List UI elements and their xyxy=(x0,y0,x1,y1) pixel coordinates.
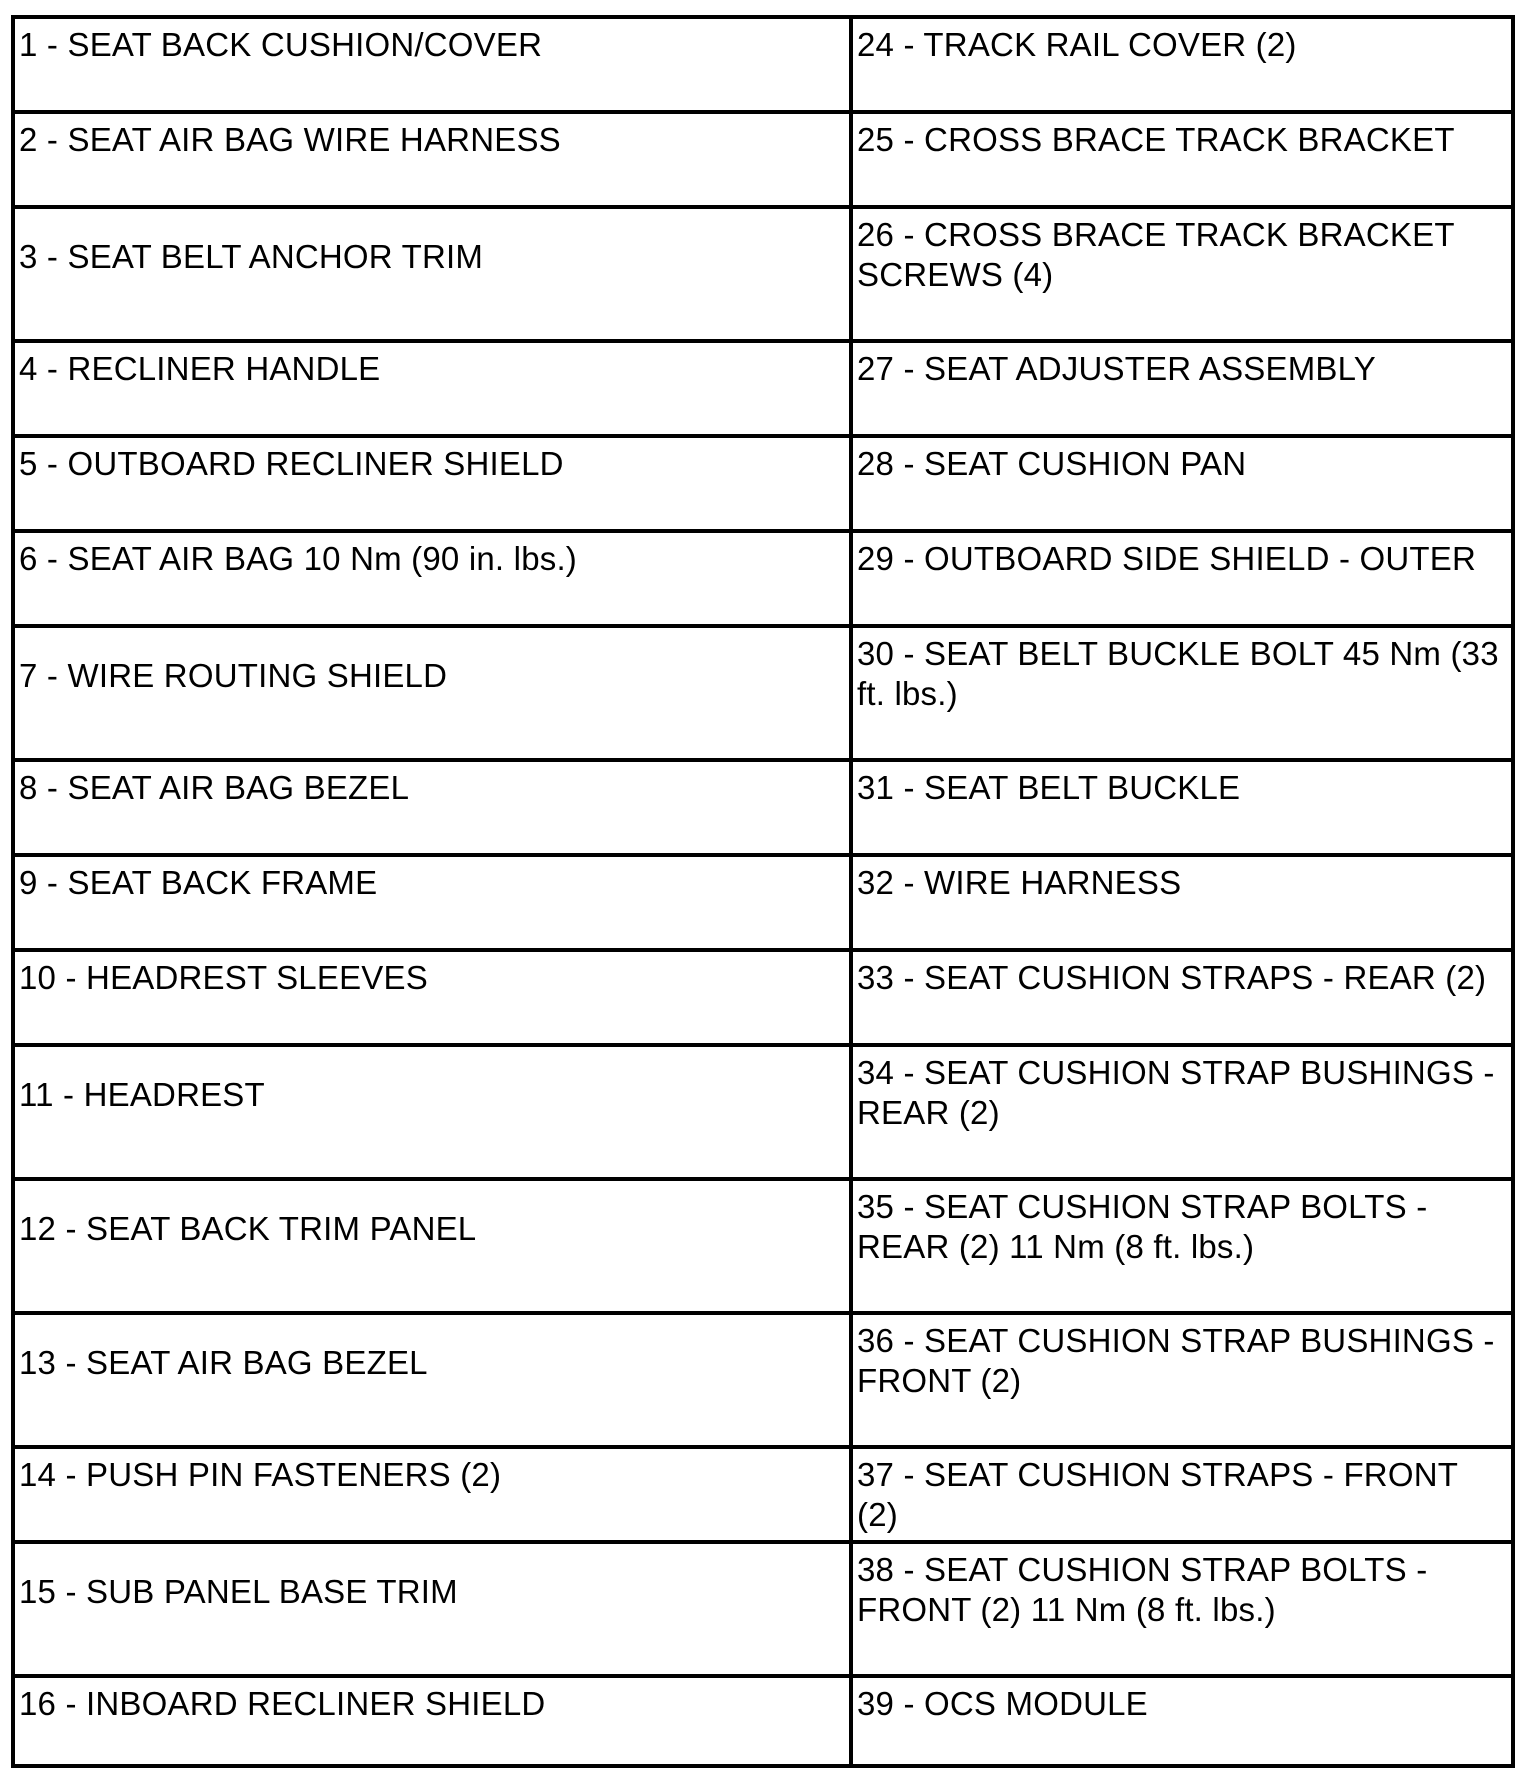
part-label-right: 32 - WIRE HARNESS xyxy=(851,855,1513,950)
part-label-right: 27 - SEAT ADJUSTER ASSEMBLY xyxy=(851,341,1513,436)
table-row xyxy=(13,760,1513,855)
part-label-left: 3 - SEAT BELT ANCHOR TRIM xyxy=(13,207,851,341)
part-label-left: 16 - INBOARD RECLINER SHIELD xyxy=(13,1676,851,1766)
table-row xyxy=(13,626,1513,760)
table-row xyxy=(13,1676,1513,1766)
table-row xyxy=(13,1045,1513,1179)
table-row xyxy=(13,531,1513,626)
part-label-left: 10 - HEADREST SLEEVES xyxy=(13,950,851,1045)
part-label-left: 6 - SEAT AIR BAG 10 Nm (90 in. lbs.) xyxy=(13,531,851,626)
part-label-right: 29 - OUTBOARD SIDE SHIELD - OUTER xyxy=(851,531,1513,626)
part-label-left: 11 - HEADREST xyxy=(13,1045,851,1179)
table-row xyxy=(13,112,1513,207)
part-label-right: 34 - SEAT CUSHION STRAP BUSHINGS - REAR (2) xyxy=(851,1045,1513,1179)
part-label-right: 26 - CROSS BRACE TRACK BRACKET SCREWS (4) xyxy=(851,207,1513,341)
part-label-left: 7 - WIRE ROUTING SHIELD xyxy=(13,626,851,760)
table-row xyxy=(13,436,1513,531)
parts-legend-table xyxy=(11,15,1515,1768)
table-row xyxy=(13,17,1513,112)
part-label-right: 39 - OCS MODULE xyxy=(851,1676,1513,1766)
part-label-right: 31 - SEAT BELT BUCKLE xyxy=(851,760,1513,855)
part-label-left: 13 - SEAT AIR BAG BEZEL xyxy=(13,1313,851,1447)
part-label-right: 28 - SEAT CUSHION PAN xyxy=(851,436,1513,531)
table-row xyxy=(13,1179,1513,1313)
part-label-right: 33 - SEAT CUSHION STRAPS - REAR (2) xyxy=(851,950,1513,1045)
part-label-right: 24 - TRACK RAIL COVER (2) xyxy=(851,17,1513,112)
part-label-right: 35 - SEAT CUSHION STRAP BOLTS - REAR (2) 11 Nm (8 ft. lbs.) xyxy=(851,1179,1513,1313)
table-row xyxy=(13,855,1513,950)
part-label-left: 1 - SEAT BACK CUSHION/COVER xyxy=(13,17,851,112)
table-row xyxy=(13,341,1513,436)
table-row xyxy=(13,1447,1513,1542)
part-label-left: 5 - OUTBOARD RECLINER SHIELD xyxy=(13,436,851,531)
table-row xyxy=(13,207,1513,341)
part-label-right: 36 - SEAT CUSHION STRAP BUSHINGS - FRONT (2) xyxy=(851,1313,1513,1447)
part-label-left: 12 - SEAT BACK TRIM PANEL xyxy=(13,1179,851,1313)
part-label-left: 8 - SEAT AIR BAG BEZEL xyxy=(13,760,851,855)
table-row xyxy=(13,950,1513,1045)
part-label-right: 38 - SEAT CUSHION STRAP BOLTS - FRONT (2) 11 Nm (8 ft. lbs.) xyxy=(851,1542,1513,1676)
part-label-left: 9 - SEAT BACK FRAME xyxy=(13,855,851,950)
part-label-right: 30 - SEAT BELT BUCKLE BOLT 45 Nm (33 ft. lbs.) xyxy=(851,626,1513,760)
table-row xyxy=(13,1313,1513,1447)
part-label-left: 15 - SUB PANEL BASE TRIM xyxy=(13,1542,851,1676)
part-label-right: 37 - SEAT CUSHION STRAPS - FRONT (2) xyxy=(851,1447,1513,1542)
parts-legend-body xyxy=(13,17,1513,1766)
part-label-right: 25 - CROSS BRACE TRACK BRACKET xyxy=(851,112,1513,207)
part-label-left: 14 - PUSH PIN FASTENERS (2) xyxy=(13,1447,851,1542)
part-label-left: 2 - SEAT AIR BAG WIRE HARNESS xyxy=(13,112,851,207)
table-row xyxy=(13,1542,1513,1676)
part-label-left: 4 - RECLINER HANDLE xyxy=(13,341,851,436)
